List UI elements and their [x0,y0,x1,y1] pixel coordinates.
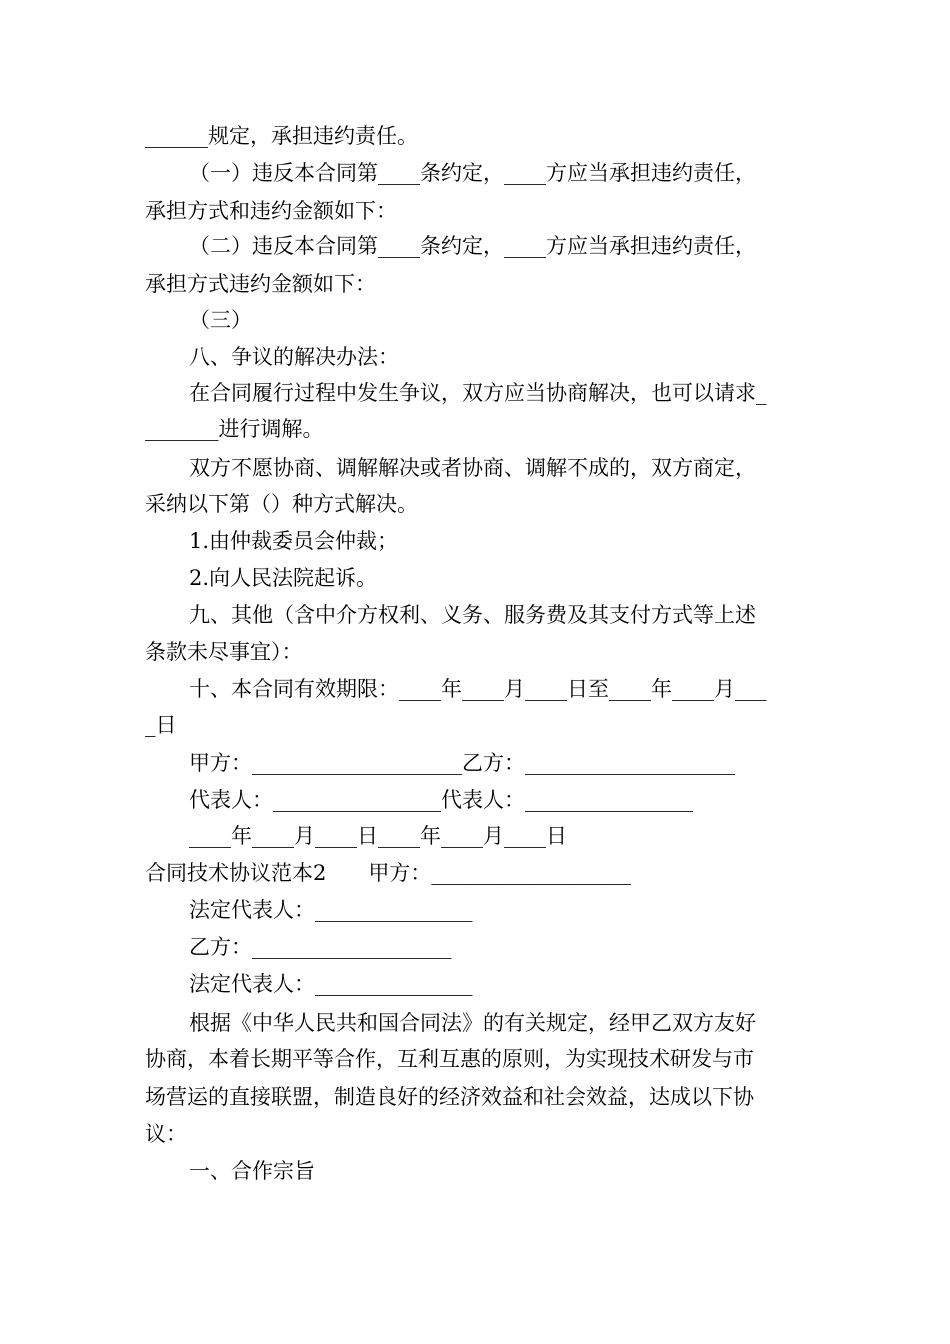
text-line: （二）违反本合同第____条约定，____方应当承担违约责任， [189,234,756,258]
text-line: （一）违反本合同第____条约定，____方应当承担违约责任， [189,161,756,185]
text-line: 条款未尽事宜）： [145,640,303,664]
signature-line: 法定代表人：_______________ [189,898,473,922]
date-line: ____年____月____日____年____月____日 [189,824,567,848]
signature-line: 代表人：________________代表人：________________ [189,788,693,812]
list-item: 1.由仲裁委员会仲裁； [189,529,399,553]
document-title-line: 合同技术协议范本2 甲方：___________________ [145,861,631,885]
text-line: 在合同履行过程中发生争议，双方应当协商解决，也可以请求_ [189,381,767,405]
text-line: _______进行调解。 [145,417,324,441]
signature-line: 法定代表人：_______________ [189,972,473,996]
text-line: 协商，本着长期平等合作，互利互惠的原则，为实现技术研发与市 [145,1047,754,1071]
section-heading: 八、争议的解决办法： [189,345,399,369]
text-line: _日 [145,713,177,737]
text-line: 根据《中华人民共和国合同法》的有关规定，经甲乙双方友好 [189,1011,756,1035]
text-line: 承担方式和违约金额如下： [145,199,397,223]
list-item: 2.向人民法院起诉。 [189,566,378,590]
text-line: 双方不愿协商、调解解决或者协商、调解不成的，双方商定， [189,456,756,480]
text-line: ______规定，承担违约责任。 [145,124,418,148]
text-line: （三） [189,308,252,332]
text-line: 承担方式违约金额如下： [145,272,376,296]
section-heading: 九、其他（含中介方权利、义务、服务费及其支付方式等上述 [189,603,756,627]
text-line: 采纳以下第（）种方式解决。 [145,492,418,516]
section-heading: 一、合作宗旨 [189,1159,315,1183]
text-line: 议： [145,1122,187,1146]
signature-line: 乙方：___________________ [189,935,452,959]
text-line: 场营运的直接联盟，制造良好的经济效益和社会效益，达成以下协 [145,1085,754,1109]
signature-line: 甲方：____________________乙方：____________________ [189,751,735,775]
section-heading: 十、本合同有效期限：____年____月____日至____年____月___ [189,677,767,701]
